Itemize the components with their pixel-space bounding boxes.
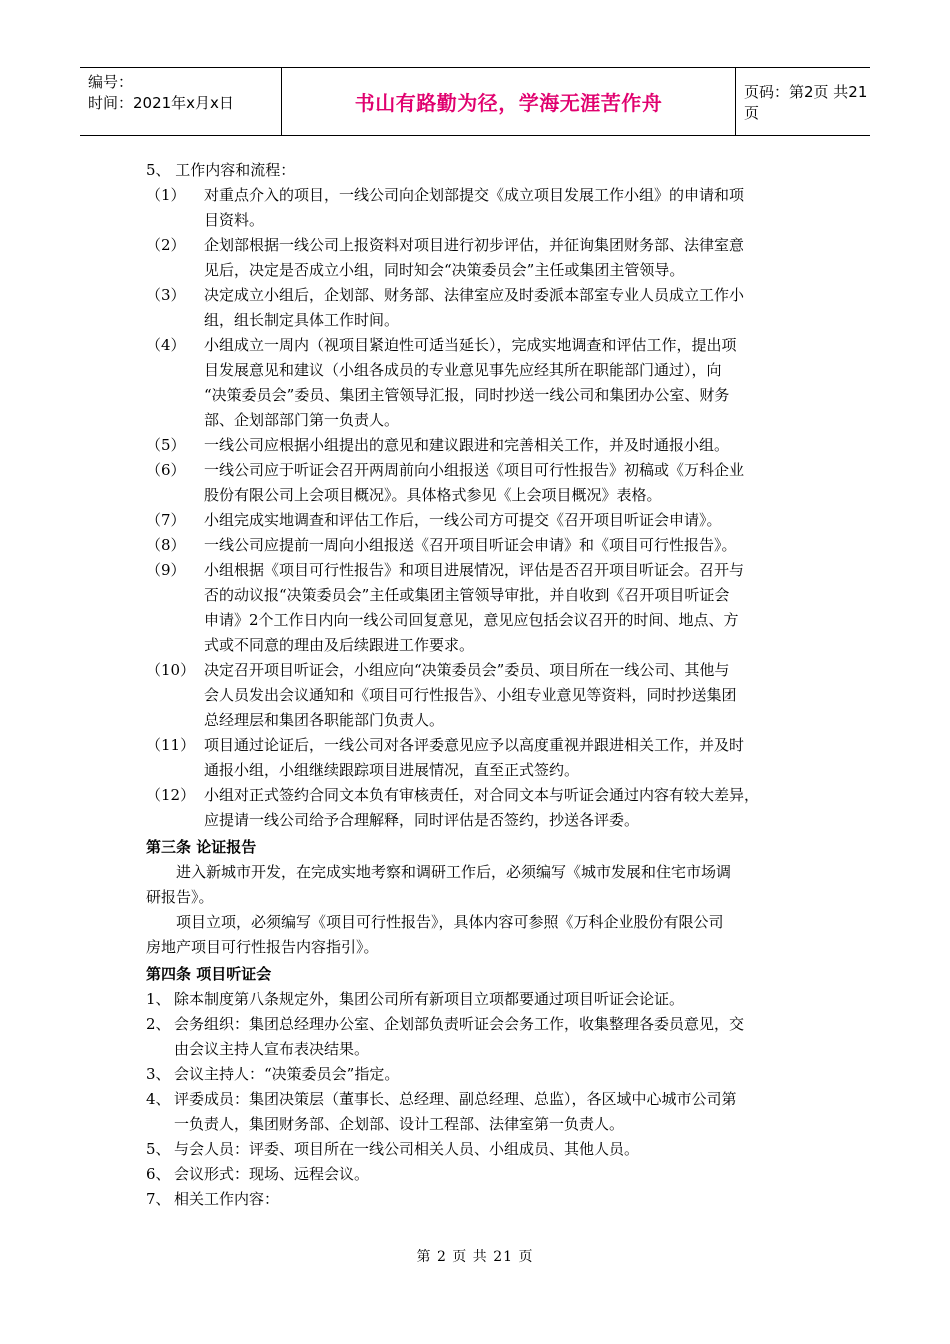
- item-number: 5、: [146, 1140, 171, 1158]
- header-motto-cell: [282, 68, 736, 135]
- item-number: 2、: [146, 1015, 171, 1033]
- item-text: 会议主持人：“决策委员会”指定。: [174, 1065, 400, 1083]
- item-text: 会议形式：现场、远程会议。: [174, 1165, 370, 1183]
- item-text: 小组根据《项目可行性报告》和项目进展情况，评估是否召开项目听证会。召开与 否的动议报“决策委员会”主任或集团主管领导审批，并自收到《召开项目听证会 申请》2个工作日内向一线公司回复意见，意见应包括会议召开的时间、地点、方 式或不同意的理由及后续跟进工作要求。: [204, 561, 745, 654]
- list-item: [146, 1187, 816, 1212]
- list-item: [146, 1162, 816, 1187]
- item-number: （11）: [146, 736, 196, 754]
- workflow-list: [146, 183, 816, 833]
- item-number: 3、: [146, 1065, 171, 1083]
- list-item: [146, 233, 816, 283]
- item-number: （2）: [146, 236, 186, 254]
- item-text: 会务组织：集团总经理办公室、企划部负责听证会会务工作，收集整理各委员意见，交 由会议主持人宣布表决结果。: [174, 1015, 745, 1058]
- article-3-heading: 第三条 论证报告: [146, 838, 257, 856]
- list-item: [146, 783, 816, 833]
- item-number: （6）: [146, 461, 186, 479]
- item-number: 1、: [146, 990, 171, 1008]
- item-number: （9）: [146, 561, 186, 579]
- list-item: [146, 333, 816, 433]
- item-text: 与会人员：评委、项目所在一线公司相关人员、小组成员、其他人员。: [174, 1140, 640, 1158]
- item-text: 企划部根据一线公司上报资料对项目进行初步评估，并征询集团财务部、法律室意 见后，决定是否成立小组，同时知会“决策委员会”主任或集团主管领导。: [204, 236, 745, 279]
- paragraph: 进入新城市开发，在完成实地考察和调研工作后，必须编写《城市发展和住宅市场调 研报告》。: [146, 863, 732, 906]
- list-item: [146, 183, 816, 233]
- item-text: 一线公司应提前一周向小组报送《召开项目听证会申请》和《项目可行性报告》。: [204, 536, 737, 554]
- page-header: [80, 67, 870, 136]
- list-item: [146, 458, 816, 508]
- list-item: [146, 433, 816, 458]
- item-text: 一线公司应于听证会召开两周前向小组报送《项目可行性报告》初稿或《万科企业 股份有限公司上会项目概况》。具体格式参见《上会项目概况》表格。: [204, 461, 745, 504]
- item-text: 决定召开项目听证会，小组应向“决策委员会”委员、项目所在一线公司、其他与 会人员发出会议通知和《项目可行性报告》、小组专业意见等资料，同时抄送集团 总经理层和集团各职能部门负责人。: [204, 661, 737, 729]
- list-item: [146, 283, 816, 333]
- header-page-cell: [736, 68, 870, 135]
- list-item: [146, 558, 816, 658]
- item-number: 4、: [146, 1090, 171, 1108]
- hearing-list: [146, 987, 816, 1212]
- page-footer: 第 2 页 共 21 页: [416, 1249, 534, 1265]
- item-number: （8）: [146, 536, 186, 554]
- paragraph: 项目立项，必须编写《项目可行性报告》，具体内容可参照《万科企业股份有限公司 房地产项目可行性报告内容指引》。: [146, 913, 724, 956]
- serial-label: 编号：: [88, 73, 134, 91]
- item-text: 一线公司应根据小组提出的意见和建议跟进和完善相关工作，并及时通报小组。: [204, 436, 730, 454]
- list-item: [146, 1137, 816, 1162]
- item-number: （4）: [146, 336, 186, 354]
- item-text: 评委成员：集团决策层（董事长、总经理、副总经理、总监），各区域中心城市公司第 一负责人，集团财务部、企划部、设计工程部、法律室第一负责人。: [174, 1090, 737, 1133]
- item-number: （3）: [146, 286, 186, 304]
- item-text: 除本制度第八条规定外，集团公司所有新项目立项都要通过项目听证会论证。: [174, 990, 685, 1008]
- article-4-heading: 第四条 项目听证会: [146, 965, 272, 983]
- list-item: [146, 658, 816, 733]
- item-text: 决定成立小组后，企划部、财务部、法律室应及时委派本部室专业人员成立工作小 组，组长制定具体工作时间。: [204, 286, 745, 329]
- list-item: [146, 508, 816, 533]
- item-text: 对重点介入的项目，一线公司向企划部提交《成立项目发展工作小组》的申请和项 目资料。: [204, 186, 745, 229]
- item-number: 6、: [146, 1165, 171, 1183]
- list-item: [146, 733, 816, 783]
- item-number: 7、: [146, 1190, 171, 1208]
- article-3-paragraphs: [146, 860, 816, 960]
- item-number: （5）: [146, 436, 186, 454]
- header-meta: [80, 68, 282, 135]
- list-item: [146, 987, 816, 1012]
- list-item: [146, 1087, 816, 1137]
- item-text: 小组对正式签约合同文本负有审核责任，对合同文本与听证会通过内容有较大差异， 应提请一线公司给予合理解释，同时评估是否签约，抄送各评委。: [204, 786, 760, 829]
- document-body: [146, 158, 816, 1212]
- item-text: 小组成立一周内（视项目紧迫性可适当延长），完成实地调查和评估工作，提出项 目发展意见和建议（小组各成员的专业意见事先应经其所在职能部门通过），向 “决策委员会”委员、集团主管领导汇报，同时抄送一线公司和集团办公室、财务 部、企划部部门第一负责人。: [204, 336, 737, 429]
- item-text: 相关工作内容：: [174, 1190, 280, 1208]
- item-text: 项目通过论证后，一线公司对各评委意见应予以高度重视并跟进相关工作，并及时 通报小组，小组继续跟踪项目进展情况，直至正式签约。: [204, 736, 745, 779]
- list-item: [146, 1012, 816, 1062]
- item-number: （10）: [146, 661, 196, 679]
- header-motto: 书山有路勤为径，学海无涯苦作舟: [354, 91, 663, 115]
- time-label: 时间：2021年x月x日: [88, 94, 234, 112]
- item-number: （1）: [146, 186, 186, 204]
- item-number: （12）: [146, 786, 196, 804]
- header-page-label: 页码：第2页 共21页: [744, 82, 868, 122]
- list-item: [146, 533, 816, 558]
- item-text: 小组完成实地调查和评估工作后，一线公司方可提交《召开项目听证会申请》。: [204, 511, 722, 529]
- list-item: [146, 1062, 816, 1087]
- item-number: （7）: [146, 511, 186, 529]
- section-title: 5、 工作内容和流程：: [146, 161, 296, 179]
